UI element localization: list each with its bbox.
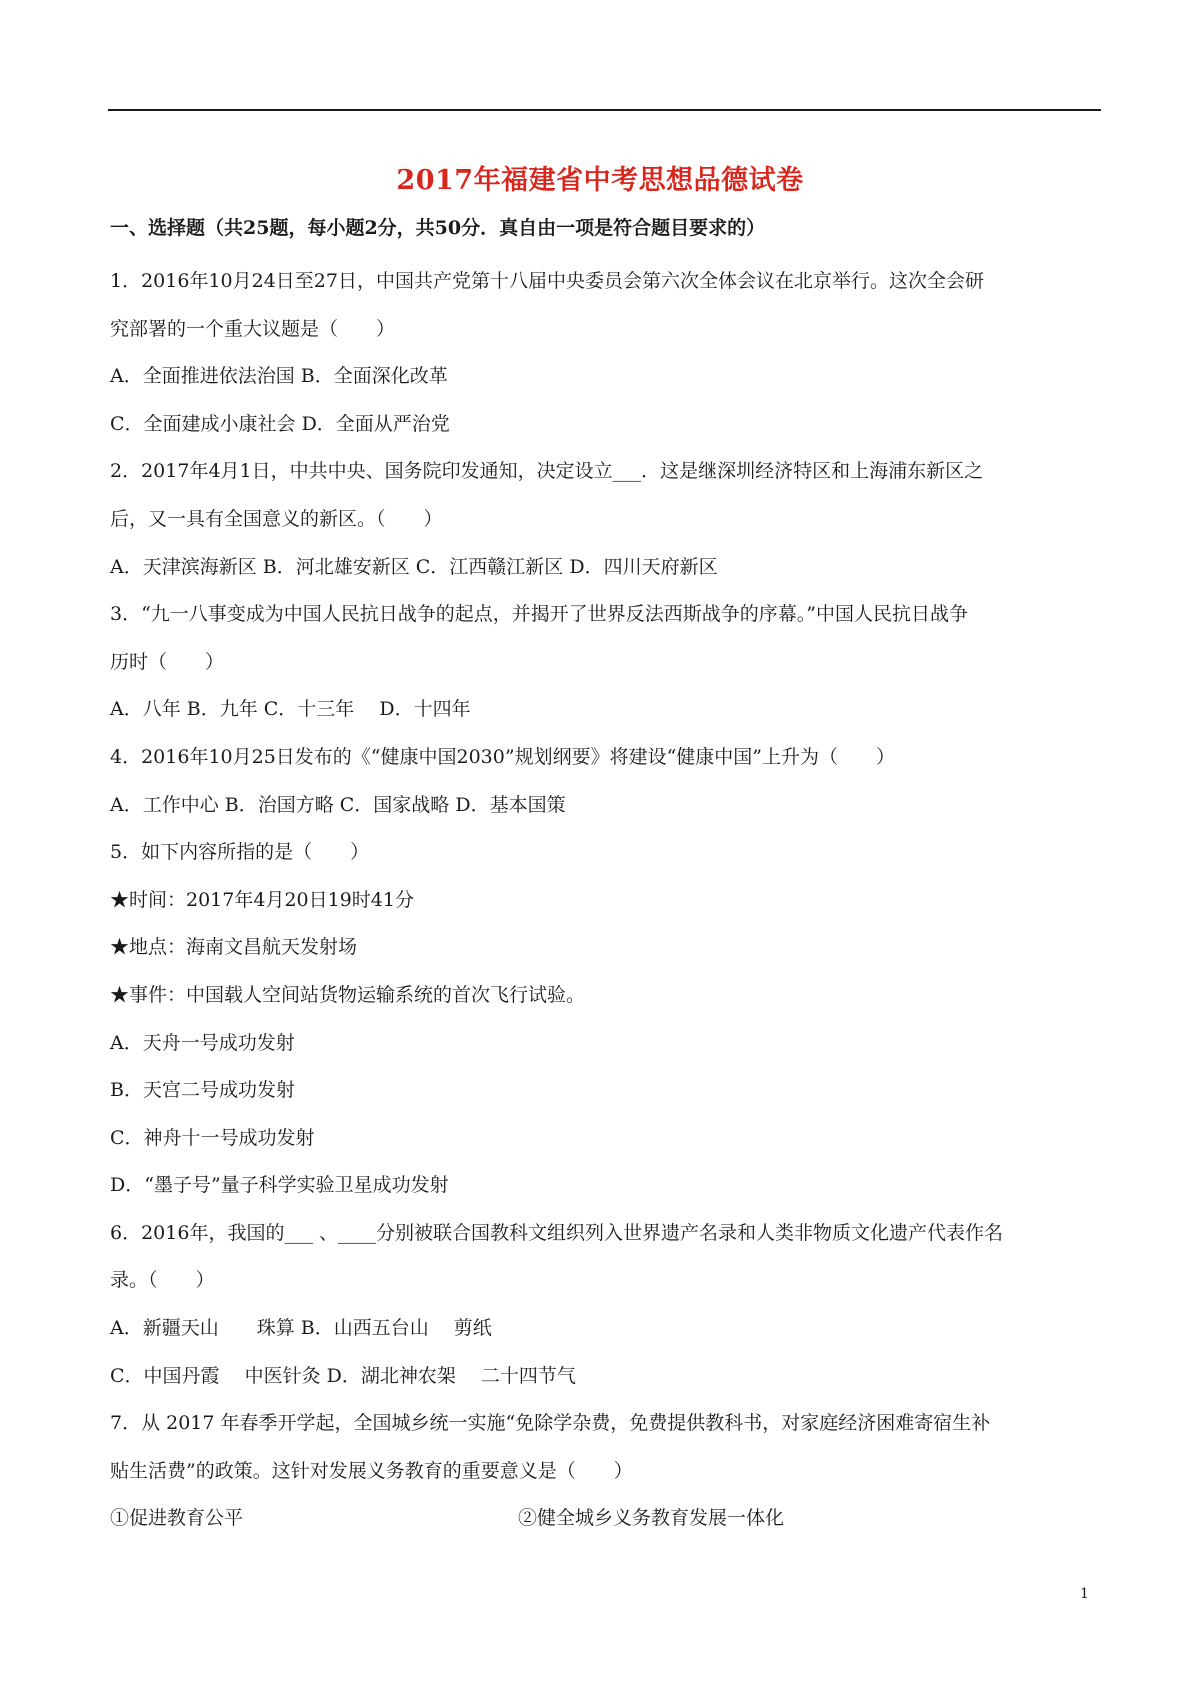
text-line: 4．2016年10月25日发布的《“健康中国2030”规划纲要》将建设“健康中国”上升为（ ） <box>110 745 896 768</box>
text-line: ★地点：海南文昌航天发射场 <box>110 936 358 959</box>
section-heading: 一、选择题（共25题，每小题2分，共50分．真自由一项是符合题目要求的） <box>110 217 766 239</box>
text-line: 7．从 2017 年春季开学起，全国城乡统一实施“免除学杂费，免费提供教科书，对家庭经济困难寄宿生补 <box>110 1412 991 1435</box>
text-line: 录。（ ） <box>110 1269 215 1292</box>
text-line: 5．如下内容所指的是（ ） <box>110 841 370 864</box>
text-line: C．全面建成小康社会 D．全面从严治党 <box>110 412 450 435</box>
text-line: C．中国丹霞 中医针灸 D．湖北神农架 二十四节气 <box>110 1364 576 1387</box>
text-line: D．“墨子号”量子科学实验卫星成功发射 <box>110 1174 449 1197</box>
text-line: 1．2016年10月24日至27日，中国共产党第十八届中央委员会第六次全体会议在北京举行。这次全会研 <box>110 270 984 292</box>
text-line: A．八年 B．九年 C．十三年 D．十四年 <box>110 698 471 721</box>
text-line: A．工作中心 B．治国方略 C．国家战略 D．基本国策 <box>110 793 566 816</box>
text-line: 3．“九一八事变成为中国人民抗日战争的起点，并揭开了世界反法西斯战争的序幕。”中国人民抗日战争 <box>110 603 969 626</box>
text-line: 6．2016年，我国的___ 、____分别被联合国教科文组织列入世界遗产名录和人类非物质文化遗产代表作名 <box>110 1221 1003 1244</box>
text-line: A．天津滨海新区 B．河北雄安新区 C．江西赣江新区 D．四川天府新区 <box>110 555 718 578</box>
text-line: ★事件：中国载人空间站货物运输系统的首次飞行试验。 <box>110 983 586 1006</box>
option-item: ②健全城乡义务教育发展一体化 <box>518 1507 785 1530</box>
page-number: 1 <box>1080 1586 1089 1602</box>
text-line: 后，又一具有全国意义的新区。（ ） <box>110 507 443 530</box>
text-line: A．新疆天山 珠算 B．山西五台山 剪纸 <box>110 1317 492 1340</box>
text-line: A．天舟一号成功发射 <box>110 1031 295 1054</box>
header-rule <box>108 109 1101 111</box>
text-line: C．神舟十一号成功发射 <box>110 1126 315 1149</box>
text-line: A．全面推进依法治国 B．全面深化改革 <box>110 365 448 388</box>
page-title: 2017年福建省中考思想品德试卷 <box>396 165 804 196</box>
document-body <box>110 214 1100 1543</box>
text-line: 贴生活费”的政策。这针对发展义务教育的重要意义是（ ） <box>110 1459 633 1482</box>
text-line: 究部署的一个重大议题是（ ） <box>110 317 396 340</box>
text-line: B．天宫二号成功发射 <box>110 1079 295 1102</box>
text-line: 历时（ ） <box>110 650 225 673</box>
option-item: ①促进教育公平 <box>110 1507 244 1530</box>
text-line: ★时间：2017年4月20日19时41分 <box>110 888 414 911</box>
text-line: 2．2017年4月1日，中共中央、国务院印发通知，决定设立___．这是继深圳经济特区和上海浦东新区之 <box>110 460 984 483</box>
options-row <box>110 1495 1100 1543</box>
